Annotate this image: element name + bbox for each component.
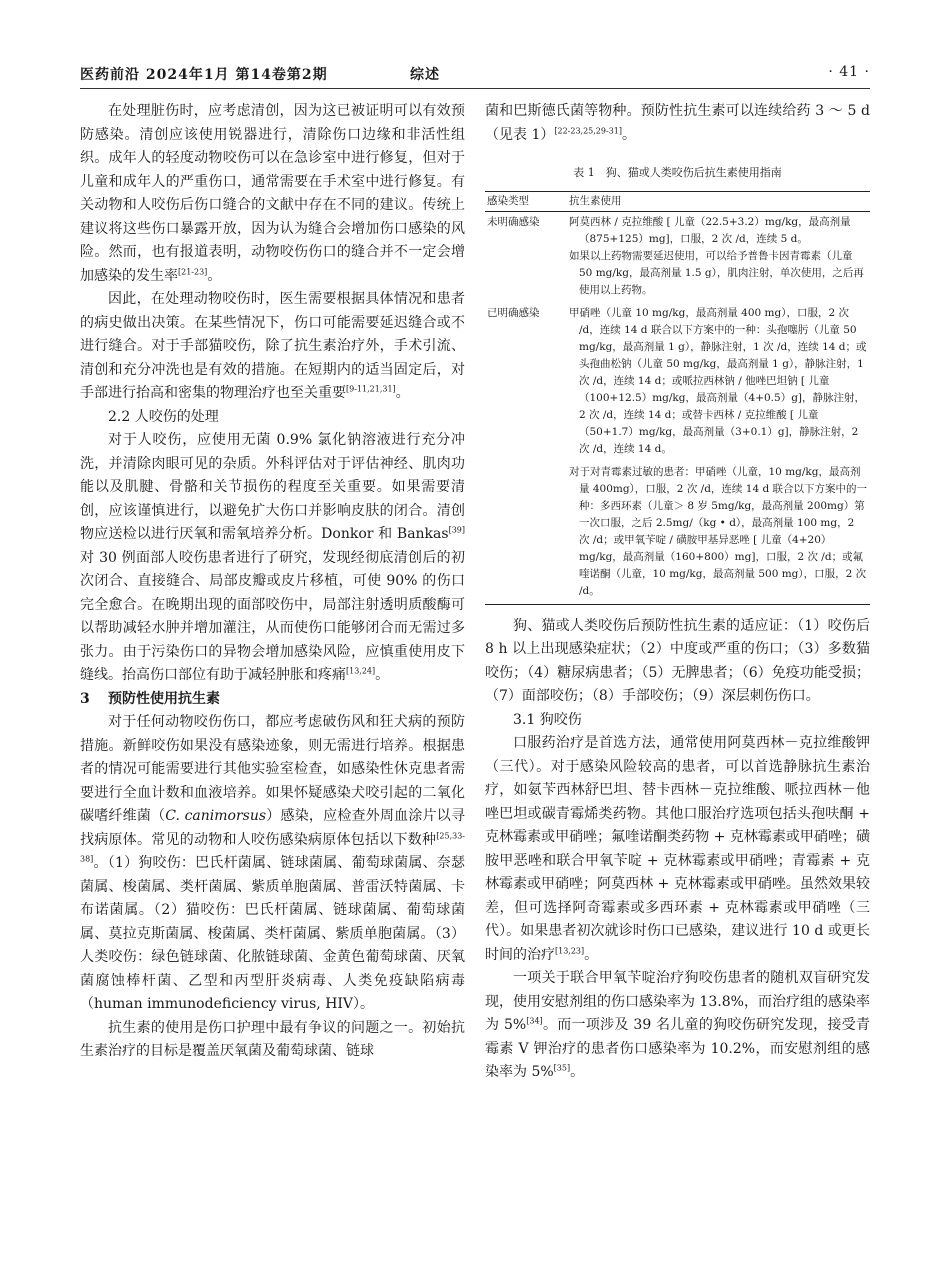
antibiotic-table xyxy=(485,161,870,605)
paragraph: 对于任何动物咬伤伤口，都应考虑破伤风和狂犬病的预防措施。新鲜咬伤如果没有感染迹象，则无需进行培养。根据患者的情况可能需要进行其他实验室检查，如感染性休克患者需要进行全血计数和血液培养。如果怀疑感染犬咬引起的二氧化碳嗜纤维菌（C. canimorsus）感染，应检查外周血涂片以寻找病原体。常见的动物和人咬伤感染病原体包括以下数种[25,33-38]。（1）狗咬伤：巴氏杆菌属、链球菌属、葡萄球菌属、奈瑟菌属、梭菌属、类杆菌属、紫质单胞菌属、普雷沃特菌属、卡布诺菌属。（2）猫咬伤：巴氏杆菌属、链球菌属、葡萄球菌属、莫拉克斯菌属、梭菌属、类杆菌属、紫质单胞菌属。（3）人类咬伤：绿色链球菌、化脓链球菌、金黄色葡萄球菌、厌氧菌腐蚀棒杆菌、乙型和丙型肝炎病毒、人类免疫缺陷病毒（human immunodeficiency virus, HIV）。 xyxy=(80,714,466,1012)
page-number: · 41 · xyxy=(828,64,870,80)
paragraph: 口服药治疗是首选方法，通常使用阿莫西林－克拉维酸钾（三代）。对于感染风险较高的患者，可以首选静脉抗生素治疗，如氨苄西林舒巴坦、替卡西林－克拉维酸、哌拉西林－他唑巴坦或碳青霉烯类药物。其他口服治疗选项包括头孢呋酮 + 克林霉素或甲硝唑；氟喹诺酮类药物 + 克林霉素或甲硝唑；磺胺甲恶唑和联合甲氧苄啶 + 克林霉素或甲硝唑；青霉素 + 克林霉素或甲硝唑；阿莫西林 + 克林霉素或甲硝唑。虽然效果较差，但可选择阿奇霉素或多西环素 + 克林霉素或甲硝唑（三代）。如果患者初次就诊时伤口已感染，建议进行 10 d 或更长时间的治疗[13,23]。 xyxy=(485,735,870,963)
paragraph: 菌和巴斯德氏菌等物种。预防性抗生素可以连续给药 3 ～ 5 d（见表 1）[22-23,25,29-31]。 xyxy=(485,103,870,143)
running-header xyxy=(80,64,870,88)
paragraph: 对于人咬伤，应使用无菌 0.9% 氯化钠溶液进行充分冲洗，并清除肉眼可见的杂质。外科评估对于评估神经、肌肉功能以及肌腱、骨骼和关节损伤的程度至关重要。如果需要清创，应该谨慎进行，以避免扩大伤口并影响皮肤的闭合。清创物应送检以进行厌氧和需氧培养分析。Donkor 和 Bankas[39] 对 30 例面部人咬伤患者进行了研究，发现经彻底清创后的初次闭合、直接缝合、局部皮瓣或皮片移植，可使 90% 的伤口完全愈合。在晚期出现的面部咬伤中，局部注射透明质酸酶可以帮助减轻水肿并增加灌注，从而使伤口能够闭合而无需过多张力。由于污染伤口的异物会增加感染风险，应慎重使用皮下缝线。抬高伤口部位有助于减轻肿胀和疼痛[13,24]。 xyxy=(80,432,465,683)
table-row xyxy=(485,211,870,303)
section-heading: 3 预防性使用抗生素 xyxy=(80,690,220,707)
table-cell: 甲硝唑（儿童 10 mg/kg，最高剂量 400 mg），口服，2 次 /d，连续 14 d 联合以下方案中的一种：头孢噻肟（儿童 50 mg/kg，最高剂量 1 g），静脉注射，1 次 /d，连续 14 d；或头孢曲松钠（儿童 50 mg/kg，最高剂量 1 g），静脉注射，1 次 /d，连续 14 d；或哌拉西林钠 / 他唑巴坦钠 [ 儿童（100+12.5）mg/kg，最高剂量（4+0.5）g]，静脉注射，2 次 /d，连续 14 d；或替卡西林 / 克拉维酸 [ 儿童（50+1.7）mg/kg，最高剂量（3+0.1）g]，静脉注射，2 次 /d，连续 14 d。 对于对青霉素过敏的患者：甲硝唑（儿童，10 mg/kg，最高剂量 400mg），口服，2 次 /d，连续 14 d 联合以下方案中的一种：多西环素（儿童＞ 8 岁 5mg/kg，最高剂量 200mg）第一次口服，之后 2.5mg/（kg • d），最高剂量 100 mg，2 次 /d；或甲氧苄啶 / 磺胺甲基异恶唑 [ 儿童（4+20）mg/kg，最高剂量（160+800）mg]，口服，2 次 /d；或氟喹诺酮（儿童，10 mg/kg，最高剂量 500 mg），口服，2 次 /d。 xyxy=(567,303,870,605)
subsection-heading: 3.1 狗咬伤 xyxy=(513,711,582,728)
table xyxy=(485,191,870,605)
paragraph: 在处理脏伤时，应考虑清创，因为这已被证明可以有效预防感染。清创应该使用锐器进行，清除伤口边缘和非活性组织。成年人的轻度动物咬伤可以在急诊室中进行修复，但对于儿童和成年人的严重伤口，通常需要在手术室中进行修复。有关动物和人咬伤后伤口缝合的文献中存在不同的建议。传统上建议将这些伤口暴露开放，因为认为缝合会增加伤口感染的风险。然而，也有报道表明，动物咬伤伤口的缝合并不一定会增加感染的发生率[21-23]。 xyxy=(80,103,465,284)
table-cell: 阿莫西林 / 克拉维酸 [ 儿童（22.5+3.2）mg/kg，最高剂量（875+125）mg]，口服，2 次 /d，连续 5 d。 如果以上药物需要延迟使用，可以给予普鲁卡因青霉素（儿童 50 mg/kg，最高剂量 1.5 g），肌肉注射，单次使用，之后再使用以上药物。 xyxy=(569,215,864,296)
paragraph: 一项关于联合甲氧苄啶治疗狗咬伤患者的随机双盲研究发现，使用安慰剂组的伤口感染率为 13.8%，而治疗组的感染率为 5%[34]。而一项涉及 39 名儿童的狗咬伤研究发现，接受青霉素 V 钾治疗的患者伤口感染率为 10.2%，而安慰剂组的感染率为 5%[35]。 xyxy=(485,970,870,1080)
section-label: 综述 xyxy=(410,67,440,83)
table-cell: 未明确感染 xyxy=(487,215,540,228)
left-column xyxy=(80,100,465,1064)
subsection-heading: 2.2 人咬伤的处理 xyxy=(108,408,219,425)
paragraph: 抗生素的使用是伤口护理中最有争议的问题之一。初始抗生素治疗的目标是覆盖厌氧菌及葡萄球菌、链球 xyxy=(80,1019,465,1059)
right-column xyxy=(485,100,870,1085)
table-caption: 表 1 狗、猫或人类咬伤后抗生素使用指南 xyxy=(573,166,782,179)
paragraph: 因此，在处理动物咬伤时，医生需要根据具体情况和患者的病史做出决策。在某些情况下，伤口可能需要延迟缝合或不进行缝合。对于手部猫咬伤，除了抗生素治疗外，手术引流、清创和充分冲洗也是有效的措施。在短期内的适当固定后，对手部进行抬高和密集的物理治疗也至关重要[9-11,21,31]。 xyxy=(80,291,465,401)
paragraph: 狗、猫或人类咬伤后预防性抗生素的适应证：（1）咬伤后 8 h 以上出现感染症状；（2）中度或严重的伤口；（3）多数猫咬伤；（4）糖尿病患者；（5）无脾患者；（6）免疫功能受损；（7）面部咬伤；（8）手部咬伤；（9）深层刺伤伤口。 xyxy=(485,617,870,704)
table-row xyxy=(485,303,870,605)
table-cell: 已明确感染 xyxy=(485,303,567,605)
column-header: 抗生素使用 xyxy=(567,191,870,211)
column-header: 感染类型 xyxy=(485,191,567,211)
header-rule xyxy=(80,88,870,89)
table-header-row xyxy=(485,191,870,211)
journal-info: 医药前沿 2024年1月 第14卷第2期 xyxy=(80,67,328,83)
